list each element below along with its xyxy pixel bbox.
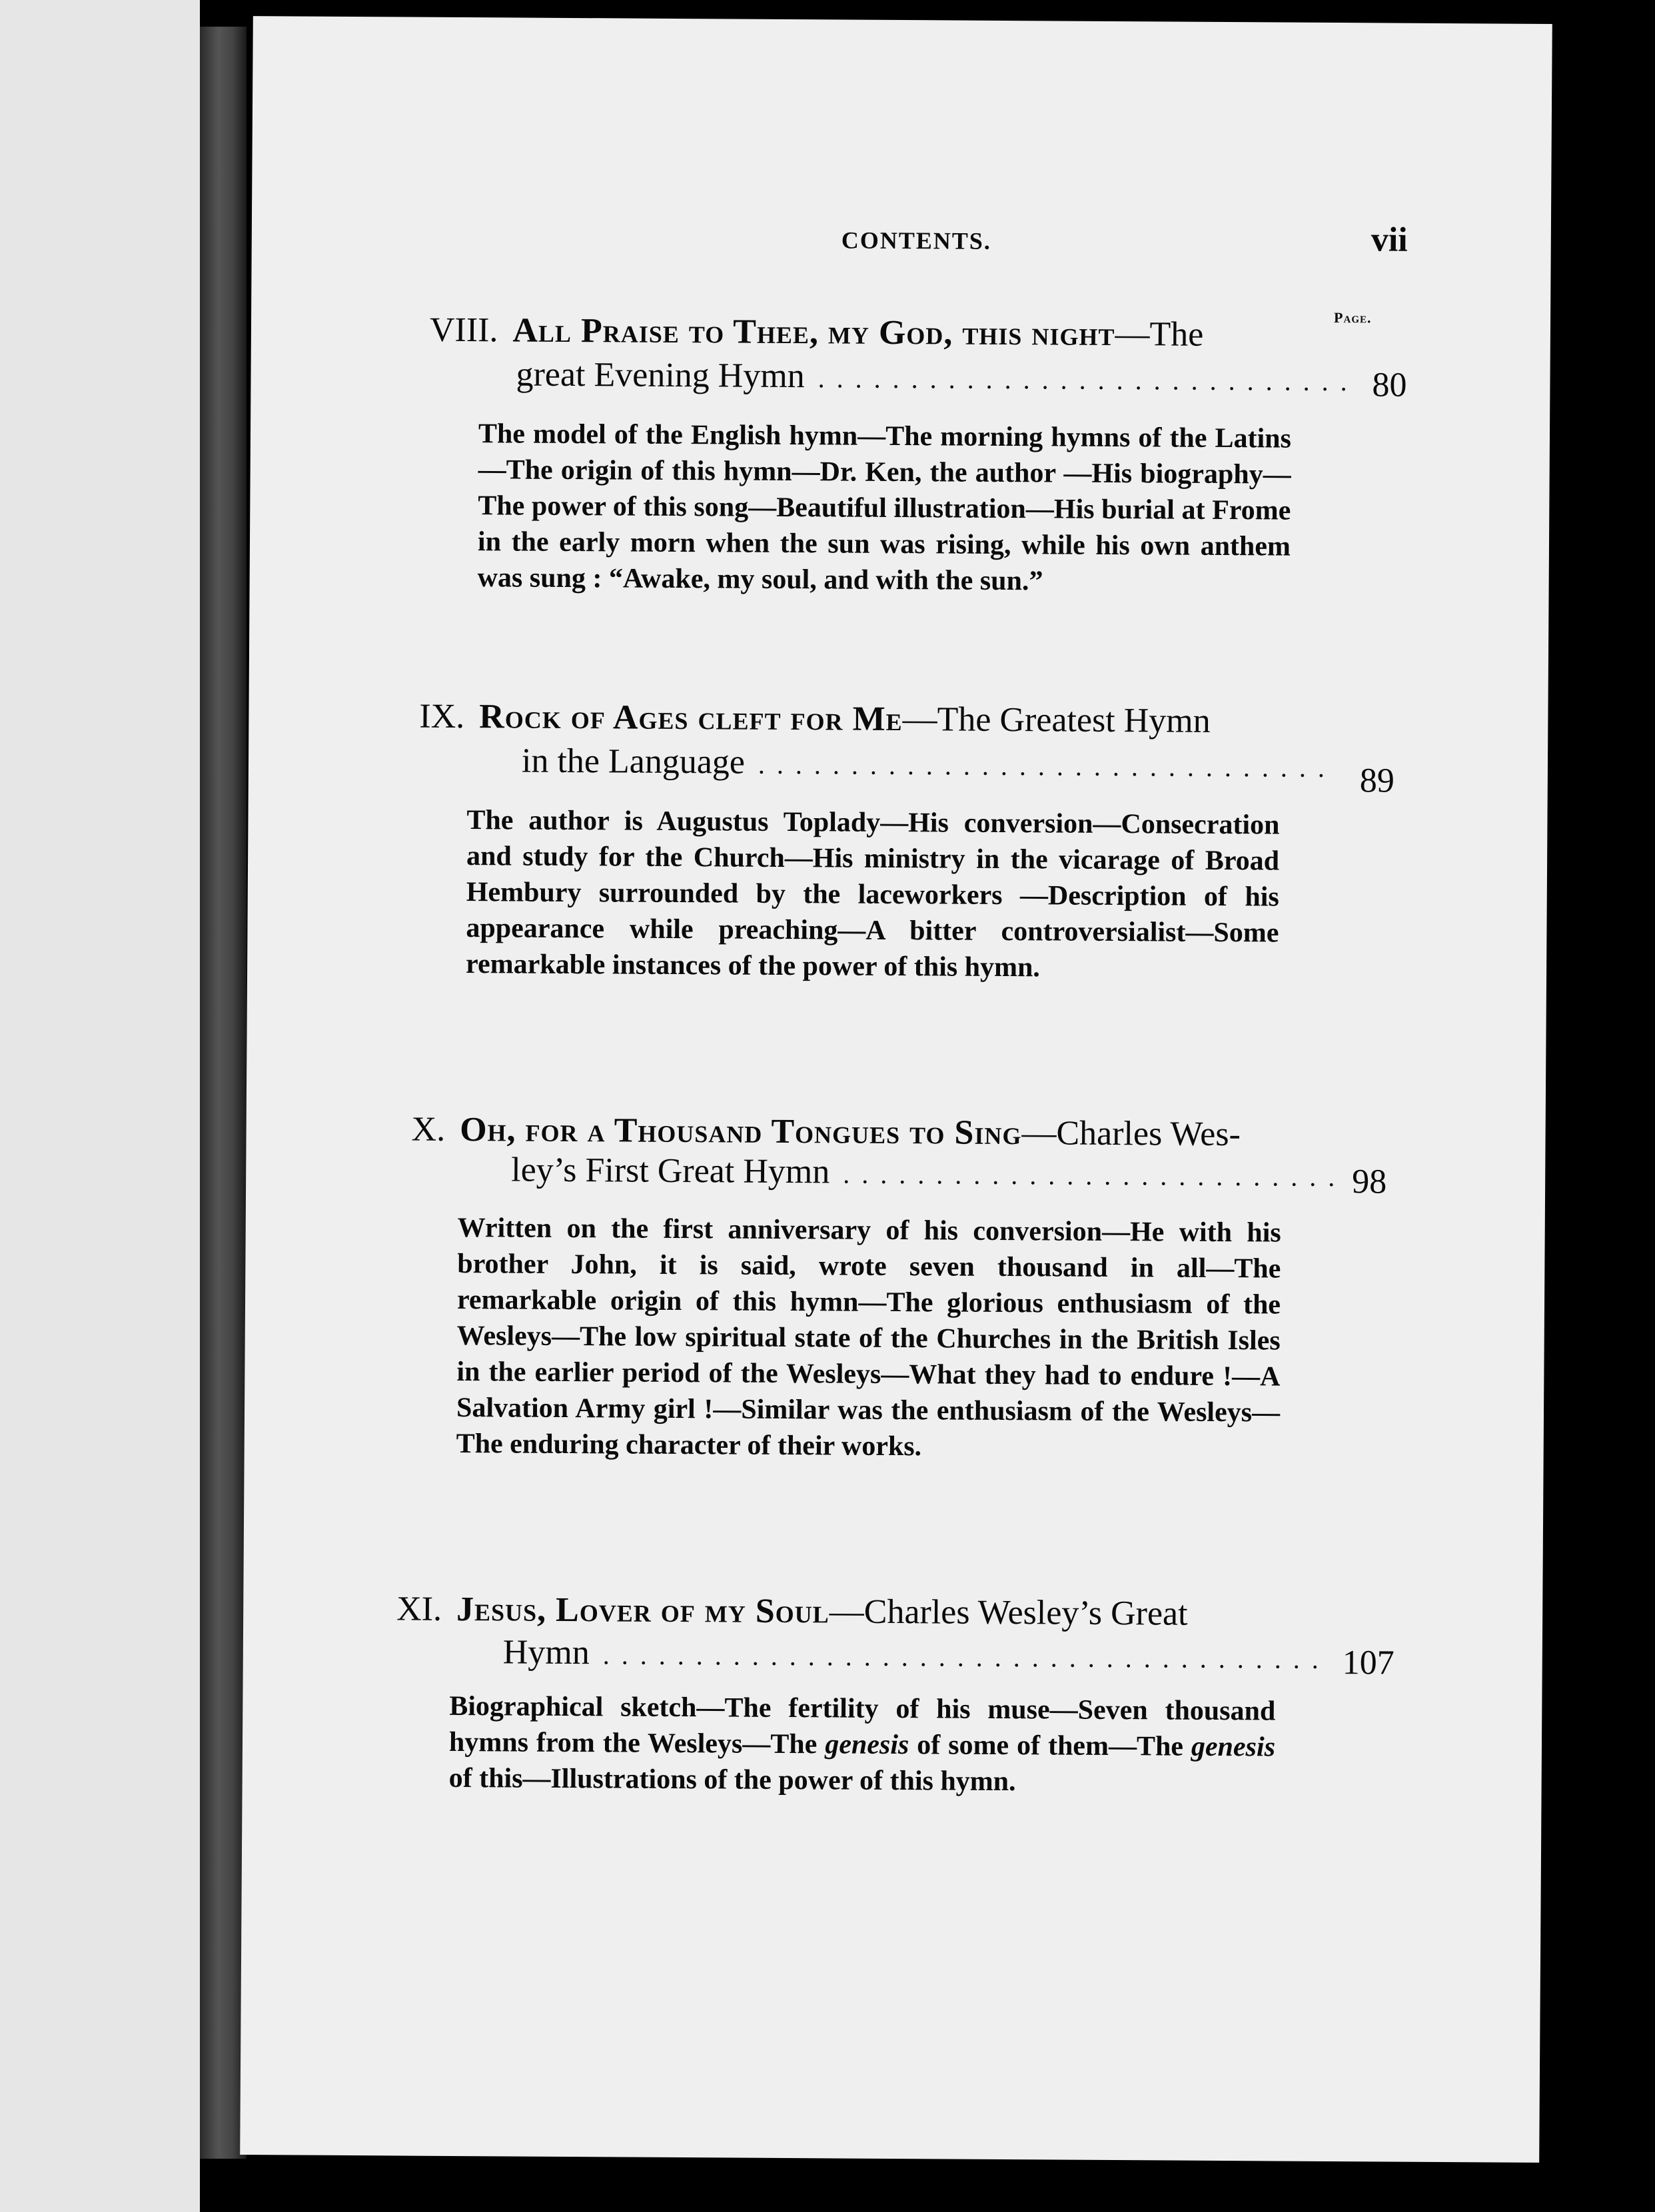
entry-title xyxy=(396,1589,1188,1633)
entry-page-number: 80 xyxy=(1372,366,1407,404)
title-continuation: Hymn xyxy=(502,1633,590,1672)
page-column-label: Page. xyxy=(1334,308,1372,326)
entry-title-continued xyxy=(503,1632,1336,1677)
title-description: —The xyxy=(1115,314,1204,354)
summary-italic-word: genesis xyxy=(1191,1731,1276,1763)
chapter-numeral: IX. xyxy=(419,697,465,736)
entry-title-continued xyxy=(511,1150,1351,1195)
hymn-title: Jesus, Lover of my Soul xyxy=(456,1590,829,1631)
title-description: —Charles Wesley’s Great xyxy=(829,1592,1188,1633)
chapter-numeral: X. xyxy=(411,1110,446,1149)
chapter-numeral: VIII. xyxy=(429,310,498,350)
running-head: CONTENTS. xyxy=(841,227,991,255)
dot-leader xyxy=(818,362,1346,397)
hymn-title: Rock of Ages cleft for Me xyxy=(479,698,903,739)
title-continuation: great Evening Hymn xyxy=(516,355,805,396)
page-folio: vii xyxy=(1371,221,1408,259)
entry-title-continued xyxy=(516,354,1359,399)
hymn-title: All Praise to Thee, my God, this night xyxy=(512,311,1115,353)
hymn-title: Oh, for a Thousand Tongues to Sing xyxy=(460,1111,1022,1153)
summary-italic-word: genesis xyxy=(825,1729,909,1761)
summary-text: Biographical sketch—The fertility of his muse—Seven thousand hymns from the Wesleys—The xyxy=(448,1690,1276,1760)
entry-title-continued xyxy=(522,742,1348,786)
dot-leader xyxy=(843,1159,1337,1193)
contents-page xyxy=(240,16,1552,2163)
facing-page-edge xyxy=(0,0,200,2212)
entry-summary: The model of the English hymn—The morning hymns of the Latins—The origin of this hymn—Dr. Ken, the author —His biography—The power of this song—Beautiful illustration—His burial at Frome in the early morn when the sun was rising, while his own anthem was sung : “Awake, my soul, and with the sun.” xyxy=(477,418,1292,597)
title-continuation: ley’s First Great Hymn xyxy=(511,1151,830,1191)
title-continuation: in the Language xyxy=(521,742,746,782)
entry-title xyxy=(411,1110,1241,1155)
dot-leader xyxy=(758,749,1335,784)
summary-text: of this—Illustrations of the power of this hymn. xyxy=(448,1762,1016,1798)
summary-text: of some of them—The xyxy=(909,1730,1192,1762)
book-gutter xyxy=(200,27,247,2159)
entry-page-number: 98 xyxy=(1351,1163,1387,1201)
entry-title xyxy=(430,310,1204,354)
entry-page-number: 107 xyxy=(1342,1644,1394,1682)
chapter-numeral: XI. xyxy=(396,1590,442,1628)
entry-page-number: 89 xyxy=(1359,762,1395,800)
title-description: —Charles Wes- xyxy=(1021,1114,1241,1154)
entry-title xyxy=(419,697,1211,741)
entry-summary: The author is Augustus Toplady—His conversion—Consecration and study for the Church—His ministry in the vicarage of Broad Hembury surrounded by the laceworkers —Description of his appearance while preaching—A bitter controversialist—Some remarkable instances of the power of this hymn. xyxy=(465,805,1280,983)
title-description: —The Greatest Hymn xyxy=(902,700,1211,740)
entry-summary xyxy=(449,1688,1276,1802)
dot-leader xyxy=(603,1639,1323,1675)
entry-summary: Written on the first anniversary of his conversion—He with his brother John, it is said, wrote seven thousand in all—The remarkable origin of this hymn—The glorious enthusiasm of the Wesleys—The low spiritual state of the Churches in the British Isles in the earlier period of the Wesleys—What they had to endure !—A Salvation Army girl !—Similar was the enthusiasm of the Wesleys—The enduring character of their works. xyxy=(456,1212,1281,1462)
